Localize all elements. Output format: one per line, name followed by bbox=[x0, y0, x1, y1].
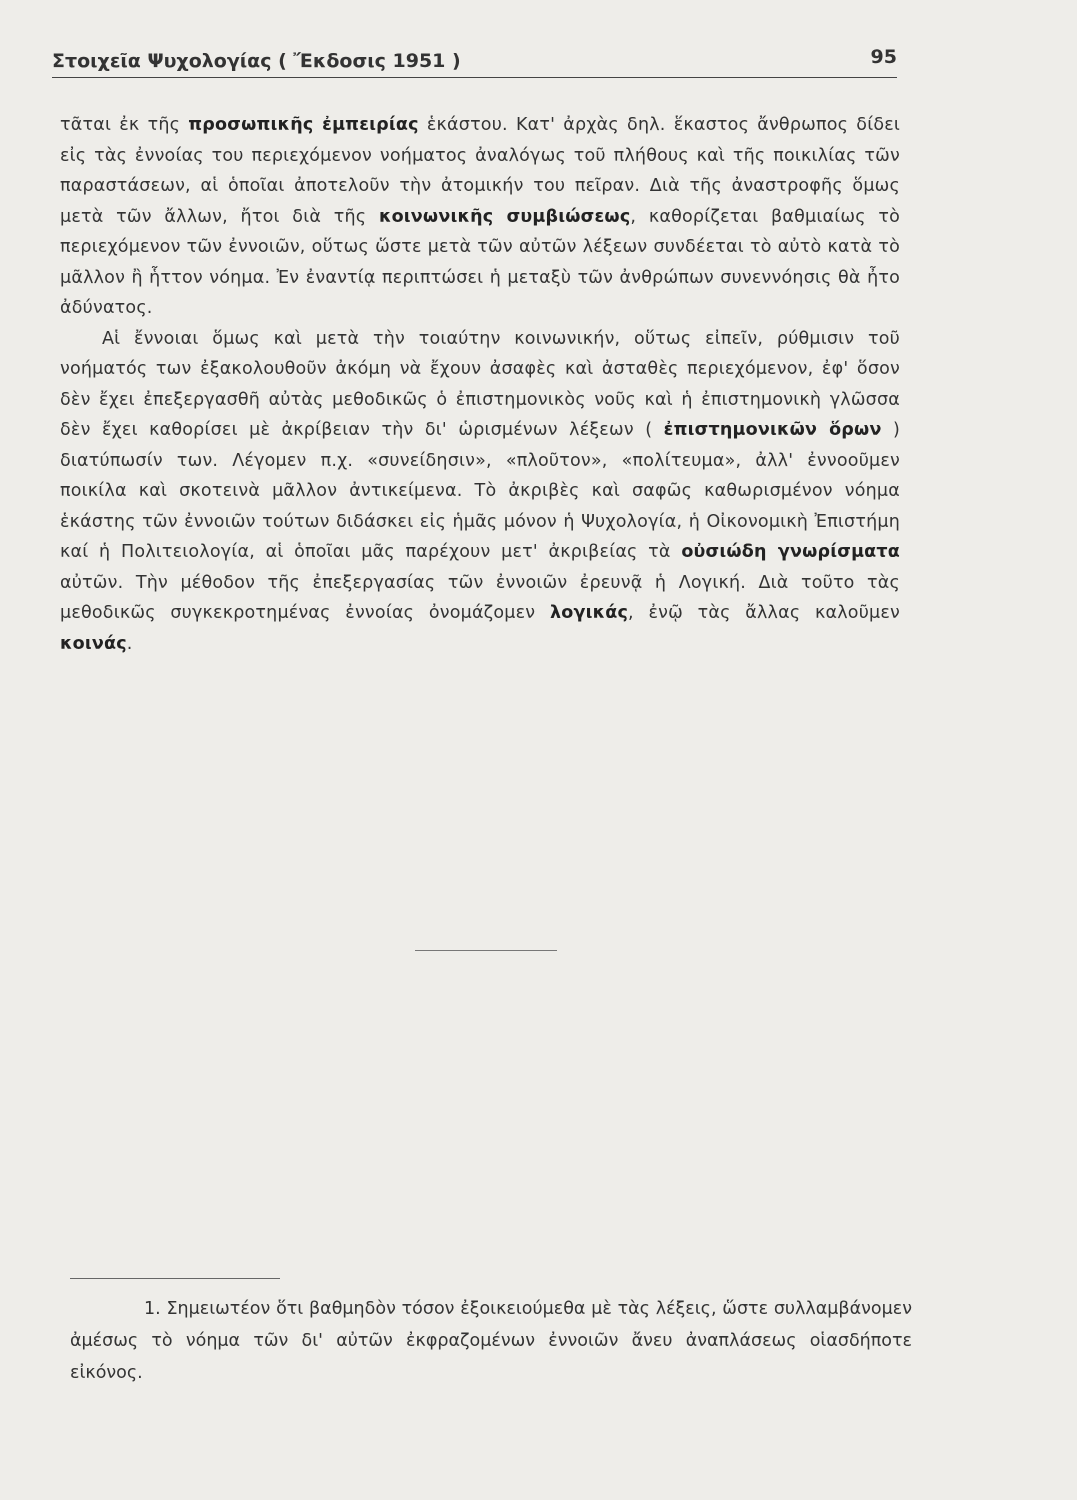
body-text bbox=[60, 110, 900, 659]
text-run: ) διατύπωσίν των. Λέγομεν π.χ. «συνείδησιν», «πλοῦτον», «πολίτευμα», ἀλλ' ἐννοοῦμεν ποικίλα καὶ σκοτεινὰ μᾶλλον ἀντικείμενα. Τὸ ἀκριβὲς καὶ σαφῶς καθωρισμένον νόημα ἑκάστης τῶν ἐννοιῶν τούτων διδάσκει εἰς ἡμᾶς μόνον ἡ Ψυχολογία, ἡ Οἰκονομικὴ Ἐπιστήμη καί ἡ Πολιτειολογία, αἱ ὁποῖαι μᾶς παρέχουν μετ' ἀκριβείας τὰ bbox=[60, 420, 901, 562]
running-title: Στοιχεῖα Ψυχολογίας ( Ἔκδοσις 1951 ) bbox=[52, 50, 461, 72]
page-number: 95 bbox=[870, 46, 897, 68]
footnote bbox=[70, 1293, 912, 1389]
footnote-rule bbox=[70, 1278, 280, 1279]
text-run: . bbox=[126, 633, 133, 654]
text-run: Αἱ ἔννοιαι ὅμως καὶ μετὰ τὴν τοιαύτην κοινωνικήν, οὕτως εἰπεῖν, ρύθμισιν τοῦ νοήματός των ἐξακολουθοῦν ἀκόμη νὰ ἔχουν ἀσαφὲς καὶ ἀσταθὲς περιεχόμενον, ἐφ' ὅσον δὲν ἔχει ἐπεξεργασθῆ αὐτὰς μεθοδικῶς ὁ ἐπιστημονικὸς νοῦς καὶ ἡ ἐπιστημονικὴ γλῶσσα δὲν ἔχει καθορίσει μὲ ἀκρίβειαν τὴν δι' ὡρισμένων λέξεων ( bbox=[60, 328, 900, 440]
bold-term: προσωπικῆς ἐμπειρίας bbox=[188, 115, 419, 135]
text-run: , καθορίζεται βαθμιαίως τὸ περιεχόμενον τῶν ἐννοιῶν, οὕτως ὥστε μετὰ τῶν αὐτῶν λέξεων συνδέεται τὸ αὐτὸ κατὰ τὸ μᾶλλον ἢ ἧττον νόημα. Ἐν ἐναντίᾳ περιπτώσει ἡ μεταξὺ τῶν ἀνθρώπων συνεννόησις θὰ ἦτο ἀδύνατος. bbox=[60, 206, 900, 318]
paragraph-1 bbox=[60, 110, 900, 324]
header-rule bbox=[52, 77, 897, 78]
text-run: τᾶται ἐκ τῆς bbox=[60, 115, 189, 135]
section-separator bbox=[415, 950, 557, 951]
bold-term: λογικάς bbox=[549, 603, 629, 623]
text-run: , ἐνῷ τὰς ἄλλας καλοῦμεν bbox=[628, 603, 900, 623]
bold-term: κοινάς bbox=[60, 633, 127, 654]
running-header bbox=[52, 46, 897, 78]
paragraph-2 bbox=[60, 324, 900, 660]
footnote-text: 1. Σημειωτέον ὅτι βαθμηδὸν τόσον ἐξοικειούμεθα μὲ τὰς λέξεις, ὥστε συλλαμβάνομεν ἀμέσως τὸ νόημα τῶν δι' αὐτῶν ἐκφραζομένων ἐννοιῶν ἄνευ ἀναπλάσεως οἱασδήποτε εἰκόνος. bbox=[70, 1299, 912, 1383]
text-run: αὐτῶν. Τὴν μέθοδον τῆς ἐπεξεργασίας τῶν ἐννοιῶν ἐρευνᾷ ἡ Λογική. Διὰ τοῦτο τὰς μεθοδικῶς συγκεκροτημένας ἐννοίας ὀνομάζομεν bbox=[60, 572, 900, 623]
bold-term: κοινωνικῆς συμβιώσεως bbox=[378, 206, 631, 227]
text-run: ἑκάστου. Κατ' ἀρχὰς δηλ. ἕκαστος ἄνθρωπος δίδει εἰς τὰς ἐννοίας του περιεχόμενον νοήματος ἀναλόγως τοῦ πλήθους καὶ τῆς ποικιλίας τῶν παραστάσεων, αἱ ὁποῖαι ἀποτελοῦν τὴν ἀτομικήν του πεῖραν. Διὰ τῆς ἀναστροφῆς ὅμως μετὰ τῶν ἄλλων, ἤτοι διὰ τῆς bbox=[60, 115, 901, 227]
bold-term: ἐπιστημονικῶν ὅρων bbox=[663, 420, 882, 440]
bold-term: οὐσιώδη γνωρίσματα bbox=[681, 542, 900, 562]
